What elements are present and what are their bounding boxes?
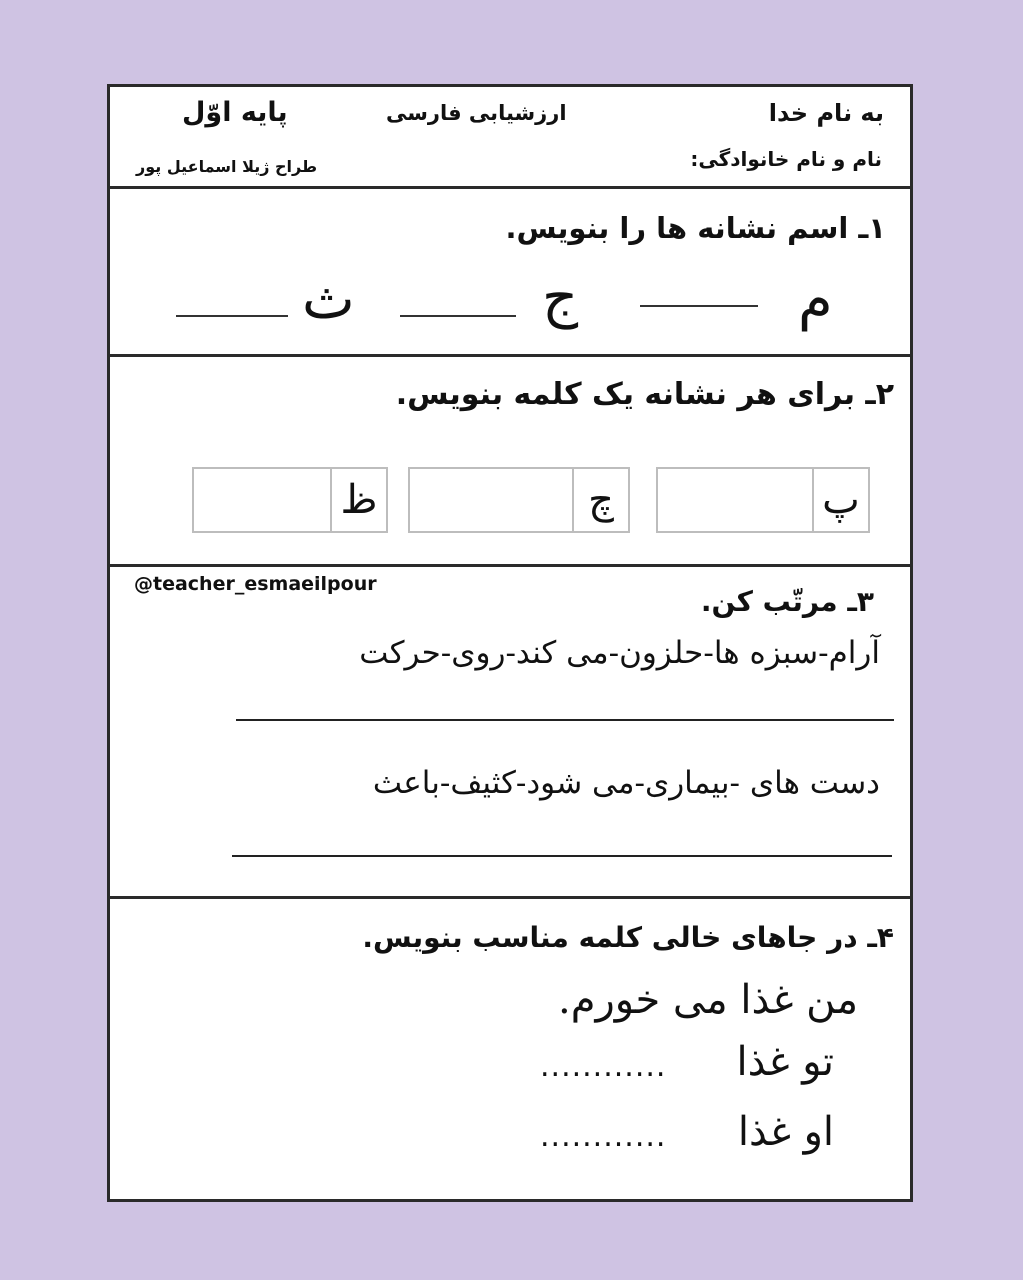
question-3-title: ۳ـ مرتّب کن.: [700, 585, 874, 618]
watermark-handle: @teacher_esmaeilpour: [134, 573, 377, 595]
q4-prompt-1: تو غذا: [736, 1039, 834, 1085]
designer-credit: طراح ژیلا اسماعیل پور: [136, 157, 318, 176]
q2-answer-box-2[interactable]: [410, 469, 572, 531]
q2-answer-box-1[interactable]: [658, 469, 812, 531]
subject-title: ارزشیابی فارسی: [386, 101, 567, 125]
q2-letter-2: چ: [572, 469, 628, 531]
q2-letter-1: پ: [812, 469, 868, 531]
worksheet-header: [110, 87, 910, 189]
q3-sentence-2: دست های -بیماری-می شود-کثیف-باعث: [372, 765, 880, 801]
q4-blank-1[interactable]: ............: [540, 1049, 667, 1084]
worksheet: [107, 84, 913, 1202]
q1-letter-1: م: [798, 267, 833, 332]
question-2: [110, 357, 910, 567]
q1-blank-1[interactable]: [640, 305, 758, 307]
q3-answer-line-2[interactable]: [232, 855, 892, 857]
q2-letter-3: ظ: [330, 469, 386, 531]
question-4-title: ۴ـ در جاهای خالی کلمه مناسب بنویس.: [362, 921, 894, 954]
q1-blank-2[interactable]: [400, 315, 516, 317]
q2-answer-box-3[interactable]: [194, 469, 330, 531]
q4-prompt-2: او غذا: [737, 1109, 834, 1155]
name-label: نام و نام خانوادگی:: [690, 147, 882, 171]
q4-example-sentence: من غذا می خورم.: [558, 977, 858, 1023]
q3-answer-line-1[interactable]: [236, 719, 894, 721]
q1-letter-2: ج: [542, 265, 579, 330]
q1-blank-3[interactable]: [176, 315, 288, 317]
question-2-title: ۲ـ برای هر نشانه یک کلمه بنویس.: [395, 377, 894, 412]
question-4: [110, 899, 910, 1199]
q3-sentence-1: آرام-سبزه ها-حلزون-می کند-روی-حرکت: [359, 635, 880, 671]
q4-blank-2[interactable]: ............: [540, 1119, 667, 1154]
q1-letter-3: ث: [302, 267, 355, 332]
q2-box-group-3: [192, 467, 388, 533]
question-1: [110, 189, 910, 357]
question-1-title: ۱ـ اسم نشانه ها را بنویس.: [505, 211, 886, 245]
question-3: [110, 567, 910, 899]
q2-box-group-2: [408, 467, 630, 533]
grade-title: پایه اوّل: [182, 97, 288, 128]
bismillah-text: به نام خدا: [768, 99, 884, 127]
q2-box-group-1: [656, 467, 870, 533]
